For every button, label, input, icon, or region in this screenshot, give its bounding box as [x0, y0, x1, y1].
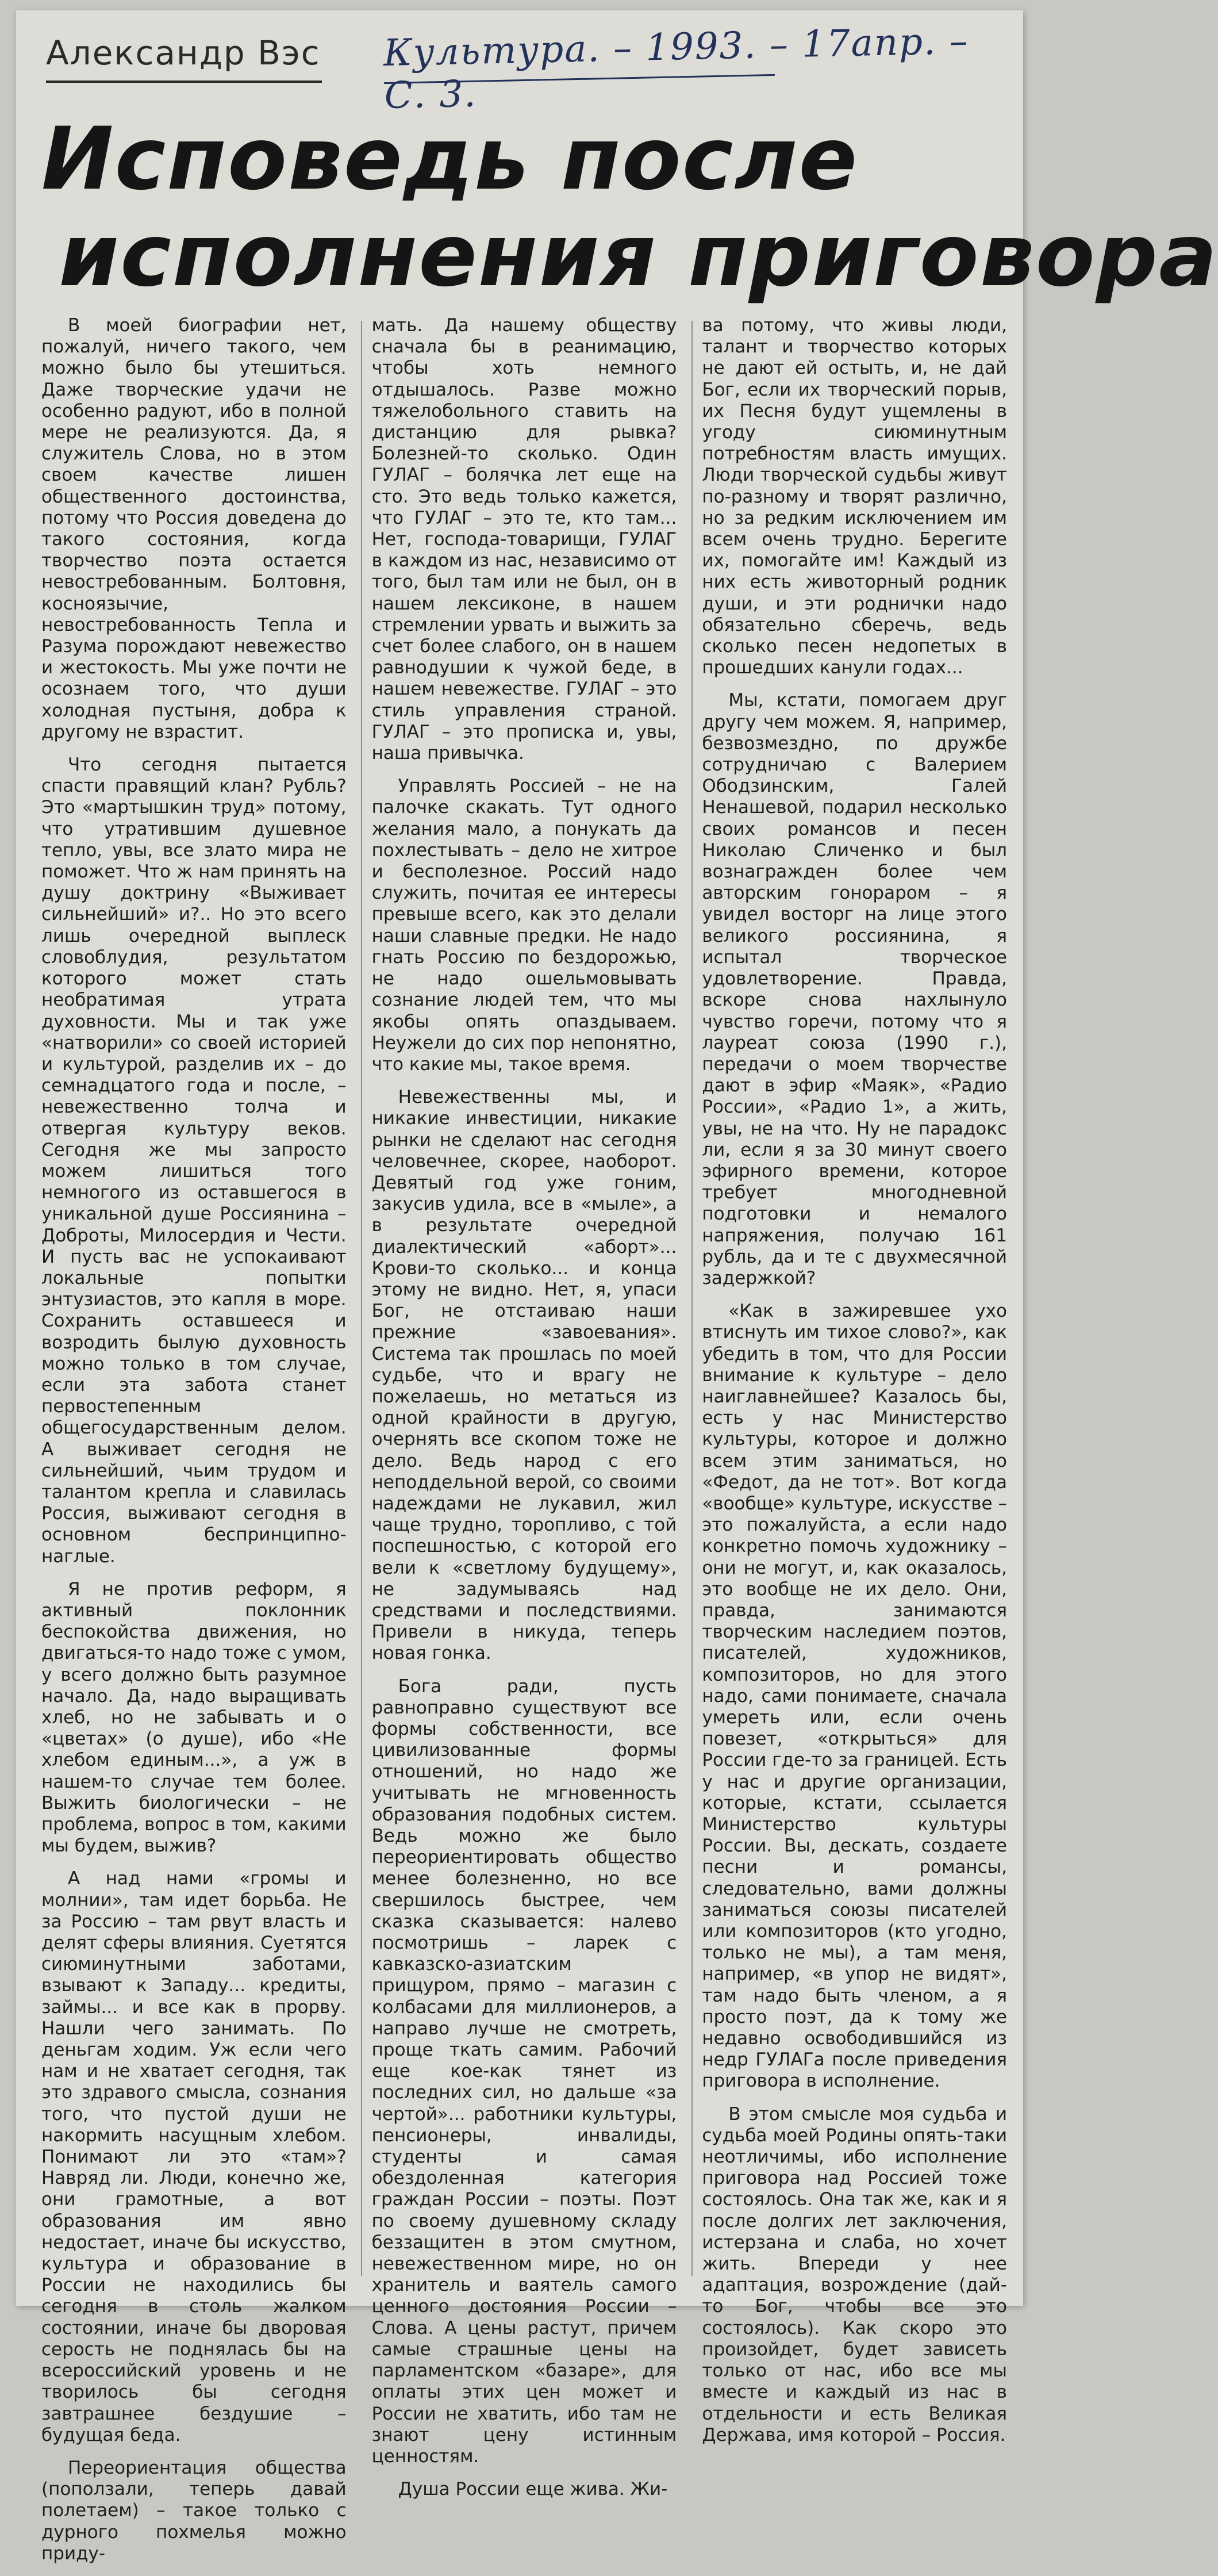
paragraph: Бога ради, пусть равноправно существуют все формы собственности, все цивилизованные формы отношений, но надо же учитывать не мгновенность образования подобных систем. Ведь можно же было переориентировать общество менее болезненно, но все свершилось быстрее, чем сказка сказывается: налево посмотришь – ларек с кавказско-азиатским прищуром, прямо – магазин с колбасами для миллионеров, а направо лучше не смотреть, проще ткать самим. Рабочий еще кое-как тянет из последних сил, но дальше «за чертой»... работники культуры, пенсионеры, инвалиды, студенты и самая обездоленная категория граждан России – поэты. Поэт по своему душевному складу беззащитен в этом смутном, невежественном мире, но он хранитель и ваятель самого ценного достояния России – Слова. А цены растут, причем самые страшные цены на парламентском «базаре», для оплаты этих цен может и России не хватить, ибо там не знают цену истинным ценностям.	[371, 1676, 677, 2467]
article-body	[41, 315, 1007, 2564]
article-column-1	[41, 315, 347, 2576]
paragraph: ва потому, что живы люди, талант и творчество которых не дают ей остыть, и, не дай Бог, если их творческий порыв, их Песня будут ущемлены в угоду сиюминутным потребностям власть имущих. Люди творческой судьбы живут по-разному и творят различно, но за редким исключением им всем очень трудно. Берегите их, помогайте им! Каждый из них есть животорный родник души, и эти роднички надо обязательно сберечь, ведь сколько песен недопетых в прошедших канули годах...	[702, 315, 1007, 678]
headline-line-2: исполнения приговора	[59, 206, 1218, 306]
paragraph: В моей биографии нет, пожалуй, ничего такого, чем можно было бы утешиться. Даже творческие удачи не особенно радуют, ибо в полной мере не реализуются. Да, я служитель Слова, но в этом своем качестве лишен общественного достоинства, потому что Россия доведена до такого состояния, когда творчество поэта остается невостребованным. Болтовня, косноязычие, невостребованность Тепла и Разума порождают невежество и жестокость. Мы уже почти не осознаем того, что души холодная пустыня, добра к другому не взрастит.	[41, 315, 347, 742]
paragraph: Управлять Россией – не на палочке скакать. Тут одного желания мало, а понукать да похлестывать – дело не хитрое и бесполезное. Россий надо служить, почитая ее интересы превыше всего, как это делали наши славные предки. Не надо гнать Россию по бездорожью, не надо ошельмовывать сознание людей тем, что мы якобы опять опаздываем. Неужели до сих пор непонятно, что какие мы, такое время.	[371, 776, 677, 1075]
author-name: Александр Вэс	[46, 33, 321, 72]
paragraph: «Как в зажиревшее ухо втиснуть им тихое слово?», как убедить в том, что для России внимание к культуре – дело наиглавнейшее? Казалось бы, есть у нас Министерство культуры, которое и должно всем этим заниматься, но «Федот, да не тот». Вот когда «вообще» культуре, искусстве – это пожалуйста, а если надо конкретно помочь художнику – они не могут, и, как оказалось, это вообще не их дело. Они, правда, занимаются творческим наследием поэтов, писателей, художников, композиторов, но для этого надо, сами понимаете, сначала умереть или, если очень повезет, «открыться» для России где-то за границей. Есть у нас и другие организации, которые, кстати, ссылается Министерство культуры России. Вы, дескать, создаете песни и романсы, следовательно, вами должны заниматься союзы писателей или композиторов (кто угодно, только не мы), а там меня, например, «в упор не видят», там надо быть членом, а я просто поэт, да к тому же недавно освободившийся из недр ГУЛАГа после приведения приговора в исполнение.	[702, 1301, 1007, 2092]
headline	[41, 109, 1218, 306]
paragraph: Я не против реформ, я активный поклонник беспокойства движения, но двигаться-то надо тоже с умом, у всего должно быть разумное начало. Да, надо выращивать хлеб, но не забывать и о «цветах» (о душе), ибо «Не хлебом единым...», а уж в нашем-то случае тем более. Выжить биологически – не проблема, вопрос в том, какими мы будем, выжив?	[41, 1578, 347, 1857]
paragraph: Душа России еще жива. Жи-	[398, 2479, 668, 2500]
article-column-2	[372, 315, 677, 2576]
headline-line-1: Исповедь после	[41, 109, 859, 209]
paragraph: мать. Да нашему обществу сначала бы в реанимацию, чтобы хоть немного отдышалось. Разве можно тяжелобольного ставить на дистанцию для рывка? Болезней-то сколько. Один ГУЛАГ – болячка лет еще на сто. Это ведь только кажется, что ГУЛАГ – это те, кто там... Нет, господа-товарищи, ГУЛАГ в каждом из нас, независимо от того, был там или не был, он в нашем лексиконе, в нашем стремлении урвать и выжить за счет более слабого, он в нашем равнодушии к чужой беде, в нашем невежестве. ГУЛАГ – это стиль управления страной. ГУЛАГ – это прописка и, увы, наша привычка.	[371, 315, 677, 764]
paragraph: Переориентация общества (поползали, теперь давай полетаем) – такое только с дурного похмелья можно приду-	[41, 2457, 347, 2564]
paragraph: Что сегодня пытается спасти правящий клан? Рубль? Это «мартышкин труд» потому, что утратившим душевное тепло, увы, все злато мира не поможет. Что ж нам принять на душу доктрину «Выживает сильнейший» и?.. Но это всего лишь очередной выплеск словоблудия, результатом которого может стать необратимая утрата духовности. Мы и так уже «натворили» со своей историей и культурой, разделив их – до семнадцатого года и после, – невежественно толча и отвергая культуру веков. Сегодня же мы запросто можем лишиться того немногого из оставшегося в уникальной душе Россиянина – Доброты, Милосердия и Чести. И пусть вас не успокаивают локальные попытки энтузиастов, это капля в море. Сохранить оставшееся и возродить былую духовность можно только в том случае, если эта забота станет первостепенным общегосударственным делом. А выживает сегодня не сильнейший, чьим трудом и талантом крепла и славилась Россия, выживают сегодня в основном беспринципно-наглые.	[41, 754, 347, 1567]
paragraph: Мы, кстати, помогаем друг другу чем можем. Я, например, безвозмездно, по дружбе сотрудничаю с Валерием Ободзинским, Галей Ненашевой, подарил несколько своих романсов и песен Николаю Сличенко и был вознагражден более чем авторским гонораром – я увидел восторг на лице этого великого россиянина, я испытал творческое удовлетворение. Правда, вскоре снова нахлынуло чувство горечи, потому что я лауреат союза (1990 г.), передачи о моем творчестве дают в эфир «Маяк», «Радио России», «Радио 1», а жить, увы, не на что. Ну не парадокс ли, если я за 30 минут своего эфирного времени, которое требует многодневной подготовки и немалого напряжения, получаю 161 рубль, да и те с двухмесячной задержкой?	[702, 690, 1007, 1289]
article-column-3	[702, 315, 1007, 2576]
paragraph: А над нами «громы и молнии», там идет борьба. Не за Россию – там рвут власть и делят сферы влияния. Суетятся сиюминутными заботами, взывают к Западу... кредиты, займы... и все как в прорву. Нашли чего занимать. По деньгам ходим. Уж если чего нам и не хватает сегодня, так это здравого смысла, сознания того, что пустой души не накормить насущным хлебом. Понимают ли это «там»? Навряд ли. Люди, конечно же, они грамотные, а вот образования им явно недостает, иначе бы искусство, культура и образование в России не находились бы сегодня в столь жалком состоянии, иначе бы дворовая серость не поднялась бы на всероссийский уровень и не творилось бы сегодня завтрашнее бездушие – будущая беда.	[41, 1868, 347, 2445]
paragraph: Невежественны мы, и никакие инвестиции, никакие рынки не сделают нас сегодня человечнее, скорее, наоборот. Девятый год уже гоним, закусив удила, все в «мыле», а в результате очередной диалектический «аборт»... Крови-то сколько... и конца этому не видно. Нет, я, упаси Бог, не отстаиваю наши прежние «завоевания». Система так прошлась по моей судьбе, что и врагу не пожелаешь, но метаться из одной крайности в другую, очернять все скопом тоже не дело. Ведь народ с его неподдельной верой, со своими надеждами не лукавил, жил чаще трудно, торопливо, с той поспешностью, с которой его вели к «светлому будущему», не задумываясь над средствами и последствиями. Привели в никуда, теперь новая гонка.	[371, 1087, 677, 1664]
handwritten-citation: Культура. – 1993. – 17апр. – С. 3.	[383, 20, 970, 117]
author-underline	[46, 80, 322, 83]
paragraph: В этом смысле моя судьба и судьба моей Родины опять-таки неотличимы, ибо исполнение приговора над Россией тоже состоялось. Она так же, как и я после долгих лет заключения, истерзана и слаба, но хочет жить. Впереди у нее адаптация, возрождение (дай-то Бог, чтобы все это состоялось). Как скоро это произойдет, будет зависеть только от нас, ибо все мы вместе и каждый из нас в отдельности и есть Великая Держава, имя которой – Россия.	[702, 2103, 1007, 2445]
newspaper-clipping	[16, 10, 1218, 2564]
